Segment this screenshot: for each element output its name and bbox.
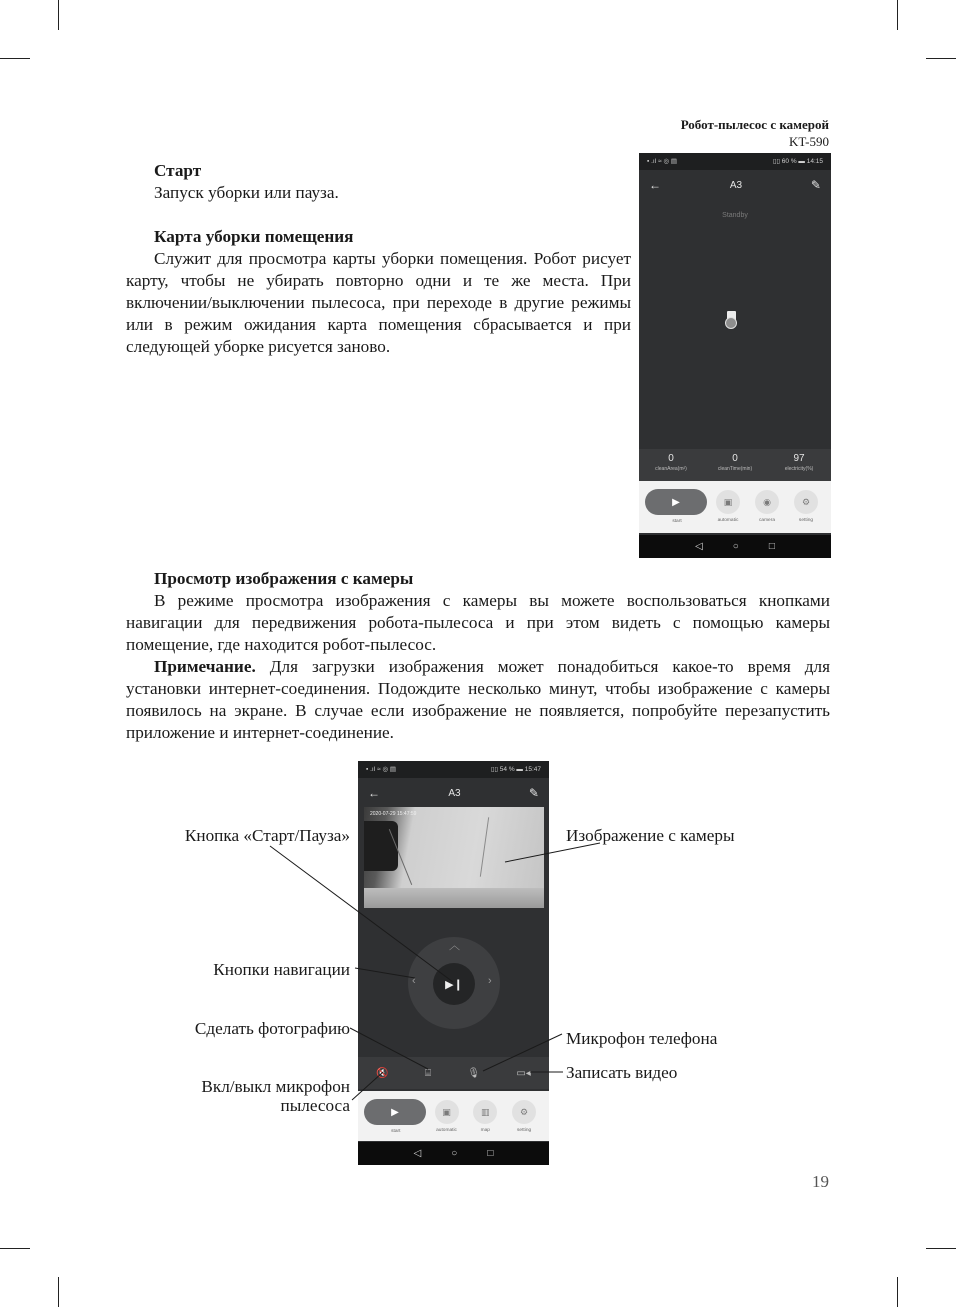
automatic-button[interactable]: ▣ automatic bbox=[709, 489, 747, 523]
gear-icon: ⚙ bbox=[512, 1100, 536, 1124]
note-paragraph bbox=[126, 656, 830, 744]
back-triangle-icon[interactable]: ◁ bbox=[695, 541, 703, 552]
camera-tools bbox=[358, 1057, 549, 1089]
start-button[interactable]: ▶ start bbox=[645, 489, 709, 524]
edit-icon[interactable]: ✎ bbox=[528, 786, 539, 800]
back-triangle-icon[interactable]: ◁ bbox=[413, 1148, 422, 1159]
nav-up-icon[interactable]: ︿ bbox=[449, 940, 460, 952]
section-body-map: Служит для просмотра карты уборки помещения. Робот рисует карту, чтобы не убирать повторно одни и те же места. При включении/выключении пылесоса, при переходе в другие режимы или в режим ожидания карта помещения сбрасывается и при следующей уборке рисуется заново. bbox=[126, 249, 631, 356]
section-body-start: Запуск уборки или пауза. bbox=[154, 183, 339, 202]
device-title: A3 bbox=[448, 787, 461, 799]
crop-mark bbox=[926, 58, 956, 59]
stat-electricity: 97 electricity(%) bbox=[784, 453, 814, 472]
speaker-mute-icon[interactable]: 🔇 bbox=[376, 1067, 389, 1079]
running-header bbox=[681, 116, 829, 150]
bottom-toolbar bbox=[639, 481, 831, 533]
annotation-take-photo: Сделать фотографию bbox=[194, 1019, 350, 1038]
crop-mark bbox=[926, 1248, 956, 1249]
home-circle-icon[interactable]: ○ bbox=[451, 1148, 458, 1159]
automatic-button[interactable]: ▣ automatic bbox=[428, 1099, 466, 1133]
section-heading-camera: Просмотр изображения с камеры bbox=[154, 569, 414, 588]
section-camera bbox=[126, 568, 830, 744]
edit-icon[interactable]: ✎ bbox=[810, 178, 821, 192]
device-title: A3 bbox=[729, 179, 743, 191]
map-icon: ▥ bbox=[473, 1100, 497, 1124]
crop-mark bbox=[58, 0, 59, 30]
section-heading-map: Карта уборки помещения bbox=[154, 227, 354, 246]
nav-left-icon[interactable]: ‹ bbox=[412, 975, 416, 987]
photo-camera-icon[interactable]: ⌸ bbox=[424, 1067, 431, 1079]
section-heading-start: Старт bbox=[154, 161, 202, 180]
status-icons: ▪ .ıl ≈ ◎ ▤ bbox=[366, 766, 396, 773]
header-model: KT-590 bbox=[789, 134, 829, 149]
setting-button[interactable]: ⚙ setting bbox=[787, 489, 825, 523]
robot-position-icon bbox=[725, 311, 737, 331]
nav-right-icon[interactable]: › bbox=[488, 975, 492, 987]
stat-clean-time: 0 cleanTime(min) bbox=[717, 453, 753, 472]
automatic-icon: ▣ bbox=[435, 1100, 459, 1124]
note-body: Для загрузки изображения может понадобиться какое-то время для установки интернет-соединения. Подождите несколько минут, чтобы изображение с камеры появилось на экране. В случае если изображение не появляется, попробуйте перезапустить приложение и интернет-соединение. bbox=[126, 657, 830, 742]
camera-feed bbox=[364, 807, 544, 908]
stats-panel bbox=[639, 449, 831, 481]
crop-mark bbox=[897, 0, 898, 30]
device-state: Standby bbox=[722, 212, 748, 219]
gear-icon: ⚙ bbox=[794, 490, 818, 514]
automatic-icon: ▣ bbox=[716, 490, 740, 514]
start-button[interactable]: ▶ start bbox=[364, 1099, 428, 1134]
note-label: Примечание. bbox=[154, 657, 256, 676]
status-battery-time: ▯▯ 54 % ▬ 15:47 bbox=[490, 766, 541, 773]
status-icons: ▪ .ıl ≈ ◎ ▤ bbox=[647, 158, 677, 165]
app-screenshot-standby bbox=[639, 153, 831, 558]
back-arrow-icon[interactable]: ← bbox=[649, 178, 661, 192]
page-number: 19 bbox=[812, 1172, 829, 1191]
microphone-icon[interactable]: 🎙 bbox=[467, 1067, 481, 1079]
status-bar bbox=[358, 761, 549, 778]
setting-button[interactable]: ⚙ setting bbox=[505, 1099, 543, 1133]
app-screenshot-camera bbox=[358, 761, 549, 1165]
camera-timestamp: 2020-07-29 15:47:59 bbox=[370, 811, 417, 817]
annotation-camera-image: Изображение с камеры bbox=[566, 826, 735, 845]
annotation-record-video: Записать видео bbox=[566, 1063, 678, 1082]
recents-square-icon[interactable]: □ bbox=[768, 541, 775, 552]
play-icon: ▶ bbox=[364, 1099, 426, 1125]
annotation-robot-mic: Вкл/выкл микрофон пылесоса bbox=[201, 1077, 350, 1115]
recents-square-icon[interactable]: □ bbox=[487, 1148, 494, 1159]
app-titlebar bbox=[639, 170, 831, 200]
camera-icon: ◉ bbox=[755, 490, 779, 514]
annotation-nav-buttons: Кнопки навигации bbox=[213, 960, 350, 979]
annotation-phone-mic: Микрофон телефона bbox=[566, 1029, 718, 1048]
start-pause-button[interactable]: ▶❙ bbox=[433, 963, 475, 1005]
status-bar bbox=[639, 153, 831, 170]
back-arrow-icon[interactable]: ← bbox=[368, 786, 380, 800]
status-battery-time: ▯▯ 60 % ▬ 14:15 bbox=[772, 158, 823, 165]
map-button[interactable]: ▥ map bbox=[465, 1099, 505, 1133]
crop-mark bbox=[897, 1277, 898, 1307]
annotation-start-pause: Кнопка «Старт/Пауза» bbox=[184, 826, 350, 845]
system-navbar bbox=[358, 1142, 549, 1165]
header-title: Робот-пылесос с камерой bbox=[680, 117, 829, 132]
video-record-icon[interactable]: ▭◂ bbox=[516, 1067, 531, 1079]
bottom-toolbar bbox=[358, 1091, 549, 1141]
stat-clean-area: 0 cleanArea(m²) bbox=[655, 453, 687, 472]
system-navbar bbox=[639, 535, 831, 558]
crop-mark bbox=[0, 58, 30, 59]
crop-mark bbox=[58, 1277, 59, 1307]
section-start-map bbox=[126, 160, 631, 358]
camera-button[interactable]: ◉ camera bbox=[747, 489, 787, 523]
play-icon: ▶ bbox=[645, 489, 707, 515]
app-titlebar bbox=[358, 778, 549, 808]
crop-mark bbox=[0, 1248, 30, 1249]
home-circle-icon[interactable]: ○ bbox=[732, 541, 739, 552]
section-body-camera: В режиме просмотра изображения с камеры вы можете воспользоваться кнопками навигации для передвижения робота-пылесоса и при этом видеть с помощью камеры помещение, где находится робот-пылесос. bbox=[126, 591, 830, 654]
